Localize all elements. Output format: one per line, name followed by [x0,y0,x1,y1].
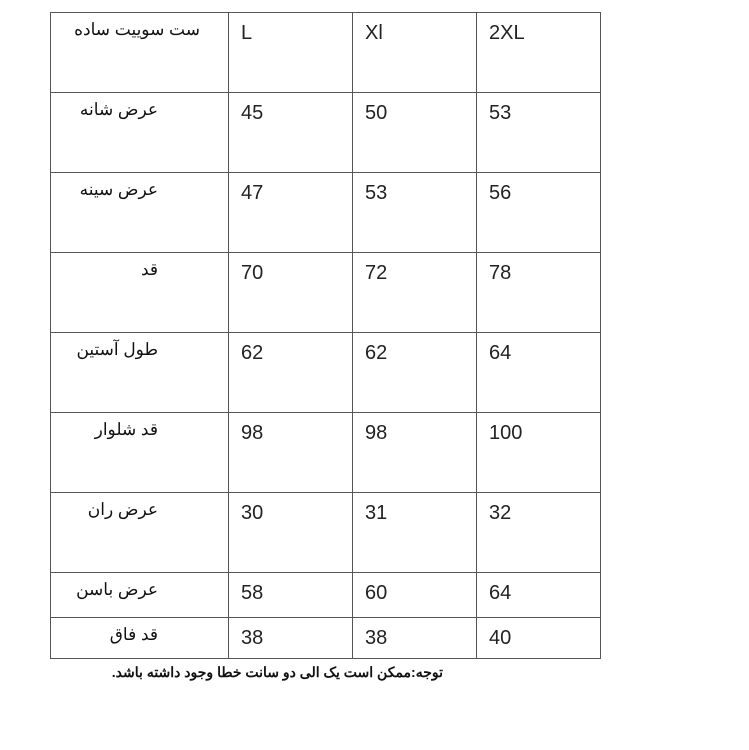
cell-value: 30 [229,493,353,573]
cell-value: 62 [229,333,353,413]
cell-value: 56 [477,173,601,253]
cell-value: 45 [229,93,353,173]
table-row [51,333,601,413]
cell-value: 98 [229,413,353,493]
table-row [51,253,601,333]
cell-value: 50 [353,93,477,173]
row-label: قد فاق [51,618,229,659]
row-label: قد [51,253,229,333]
table-row [51,573,601,618]
table-row [51,413,601,493]
cell-value: 31 [353,493,477,573]
cell-value: 38 [353,618,477,659]
row-label: عرض ران [51,493,229,573]
table-row [51,493,601,573]
cell-value: 72 [353,253,477,333]
cell-value: 100 [477,413,601,493]
row-label: عرض باسن [51,573,229,618]
cell-value: 47 [229,173,353,253]
row-label: طول آستین [51,333,229,413]
cell-value: 38 [229,618,353,659]
cell-value: 58 [229,573,353,618]
cell-value: 62 [353,333,477,413]
cell-value: 40 [477,618,601,659]
size-chart [50,12,600,681]
cell-value: 53 [353,173,477,253]
cell-value: 64 [477,333,601,413]
size-header: L [229,13,353,93]
cell-value: 53 [477,93,601,173]
product-name: ست سوییت ساده [51,13,229,93]
table-header-row [51,13,601,93]
table-row [51,173,601,253]
row-label: عرض سینه [51,173,229,253]
table-row [51,618,601,659]
cell-value: 78 [477,253,601,333]
size-chart-table [50,12,601,659]
size-header: 2XL [477,13,601,93]
cell-value: 98 [353,413,477,493]
disclaimer-note: توجه:ممکن است یک الی دو سانت خطا وجود داشته باشد. [111,664,443,680]
size-header: Xl [353,13,477,93]
cell-value: 70 [229,253,353,333]
row-label: قد شلوار [51,413,229,493]
cell-value: 60 [353,573,477,618]
table-row [51,93,601,173]
row-label: عرض شانه [51,93,229,173]
cell-value: 64 [477,573,601,618]
cell-value: 32 [477,493,601,573]
